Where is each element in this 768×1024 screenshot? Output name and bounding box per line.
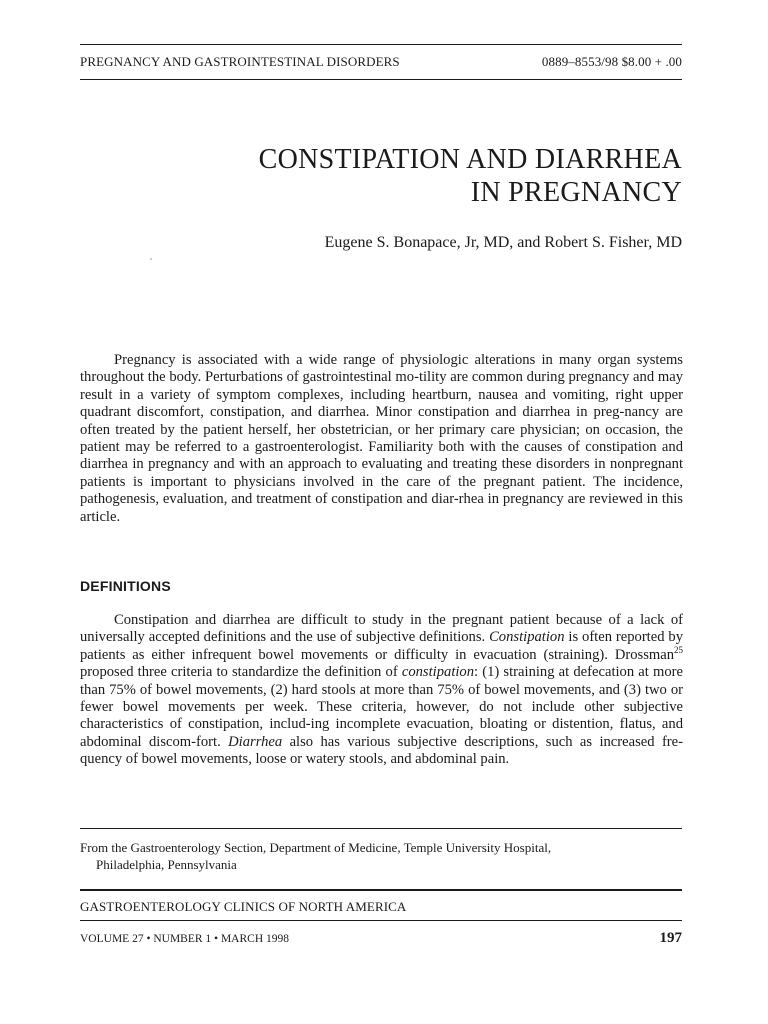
affiliation-footnote (80, 840, 684, 873)
term-constipation-2: constipation (401, 664, 475, 681)
term-constipation: Constipation (489, 629, 565, 646)
running-head-price-code: 0889–8553/98 $8.00 + .00 (541, 54, 682, 69)
footnote-line-2: Philadelphia, Pennsylvania (96, 856, 237, 872)
running-head-title: PREGNANCY AND GASTROINTESTINAL DISORDERS (80, 54, 400, 69)
intro-paragraph: Pregnancy is associated with a wide range of physiologic alterations in many organ systems throughout the body. Perturbations of gastrointestinal mo-tility are common during pregnancy and may result in a variety of symptom complexes, including heartburn, nausea and vomiting, right upper quadrant discomfort, constipation, and diarrhea. Minor constipation and diarrhea in preg-nancy are often treated by the patient herself, her obstetrician, or her primary care physician; on occasion, the patient may be referred to a gastroenterologist. Familiarity both with the causes of constipation and diarrhea in pregnancy and with an approach to evaluating and treating these disorders in nonpregnant patients is important to physicians involved in the care of the pregnant patient. The incidence, pathogenesis, evaluation, and treatment of constipation and diar-rhea in pregnancy are reviewed in this article. (80, 352, 683, 525)
article-title (80, 143, 682, 209)
running-head (80, 54, 682, 70)
definitions-text-1: Constipation and diarrhea are difficult to study in the pregnant patient because of a lack of universally accepted definitions and the use of subjective definitions. (80, 612, 683, 646)
definitions-text-4: : (1) straining at defecation at more than 75% of bowel movements, (2) hard stools at more than 75% of bowel movements, and (3) two or fewer bowel movements per week. These criteria, however, do not include other subjective characteristics of constipation, includ-ing incomplete evacuation, bloating or distention, flatus, and abdominal discom-fort. (80, 664, 683, 750)
journal-top-rule (80, 889, 682, 891)
footnote-rule (80, 828, 682, 829)
page-number: 197 (659, 930, 682, 946)
reference-superscript: 25 (674, 644, 683, 655)
volume-issue-date: VOLUME 27 • NUMBER 1 • MARCH 1998 (80, 933, 289, 945)
top-rule (80, 44, 682, 45)
definitions-paragraph (80, 612, 683, 769)
term-diarrhea: Diarrhea (228, 733, 283, 750)
definitions-text-5: also has various subjective descriptions, such as increased fre-quency of bowel movements, loose or watery stools, and abdominal pain. (80, 733, 683, 768)
running-head-underline (80, 79, 682, 80)
journal-name: GASTROENTEROLOGY CLINICS OF NORTH AMERICA (80, 899, 407, 914)
volume-line (80, 930, 682, 947)
article-title-line-1: CONSTIPATION AND DIARRHEA (258, 144, 682, 175)
definitions-text-2: is often reported by patients as either infrequent bowel movements or difficulty in evacuation (straining). Drossman (80, 629, 683, 663)
footnote-line-1: From the Gastroenterology Section, Department of Medicine, Temple University Hospital, (80, 840, 552, 855)
scan-speck (150, 258, 152, 260)
section-heading-definitions: DEFINITIONS (80, 578, 171, 594)
definitions-text-3: proposed three criteria to standardize the definition of (80, 664, 402, 681)
article-authors: Eugene S. Bonapace, Jr, MD, and Robert S. Fisher, MD (324, 234, 682, 251)
journal-bottom-rule (80, 920, 682, 921)
article-title-line-2: IN PREGNANCY (470, 177, 682, 208)
